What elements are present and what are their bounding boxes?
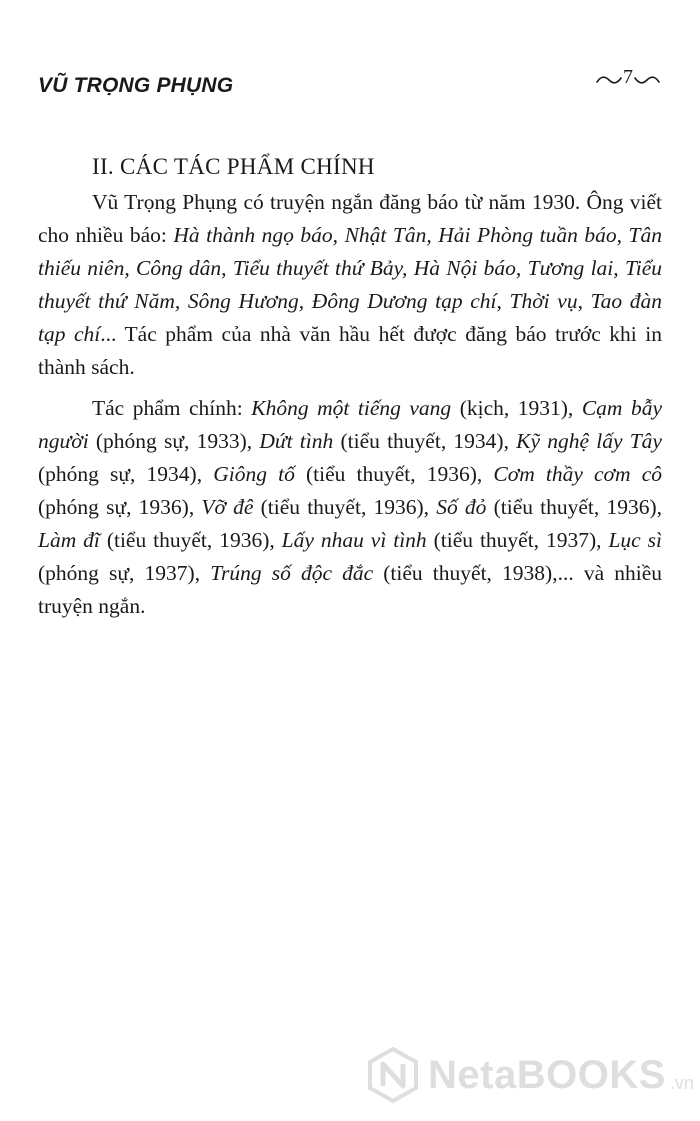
text-run: (tiểu thuyết, 1936),: [253, 495, 437, 519]
italic-title-run: Lục sì: [608, 528, 662, 552]
italic-title-run: Vỡ đê: [201, 495, 254, 519]
italic-title-run: Không một tiếng vang: [251, 396, 452, 420]
italic-title-run: Hà thành ngọ báo, Nhật Tân, Hải Phòng tuần báo, Tân thiếu niên, Công dân, Tiểu thuyết thứ Bảy, Hà Nội báo, Tương lai, Tiểu thuyết thứ Năm, Sông Hương, Đông Dương tạp chí, Thời vụ, Tao đàn tạp chí: [38, 223, 662, 346]
section-heading: II. CÁC TÁC PHẨM CHÍNH: [92, 154, 375, 179]
watermark-tld: .vn: [669, 1072, 694, 1093]
text-run: (phóng sự, 1934),: [38, 462, 214, 486]
paragraph: [38, 186, 662, 384]
running-title: VŨ TRỌNG PHỤNG: [38, 74, 234, 97]
watermark-brand: NetaBOOKS: [428, 1052, 666, 1097]
page-number: 7: [623, 66, 633, 88]
text-run: (phóng sự, 1936),: [38, 495, 202, 519]
italic-title-run: Giông tố: [213, 462, 295, 486]
italic-title-run: Dứt tình: [259, 429, 334, 453]
text-run: (phóng sự, 1933),: [88, 429, 260, 453]
page-number-ornament: [596, 66, 660, 90]
italic-title-run: Cạm bẫy người: [38, 396, 662, 453]
paragraph: [38, 392, 662, 623]
netabooks-logo-icon: [364, 1046, 422, 1104]
italic-title-run: Lấy nhau vì tình: [281, 528, 427, 552]
text-run: Tác phẩm chính:: [92, 396, 252, 420]
text-run: (tiểu thuyết, 1936),: [99, 528, 282, 552]
italic-title-run: Số đỏ: [436, 495, 487, 519]
swash-left-icon: [596, 74, 622, 86]
text-run: (tiểu thuyết, 1938),... và nhiều truyện ngắn.: [38, 561, 662, 618]
text-run: (phóng sự, 1937),: [38, 561, 211, 585]
text-run: ... Tác phẩm của nhà văn hầu hết được đăng báo trước khi in thành sách.: [38, 322, 662, 379]
swash-right-icon: [634, 74, 660, 86]
italic-title-run: Làm đĩ: [38, 528, 100, 552]
text-run: (tiểu thuyết, 1934),: [333, 429, 517, 453]
watermark: [364, 1046, 694, 1104]
text-run: (tiểu thuyết, 1936),: [294, 462, 494, 486]
italic-title-run: Cơm thầy cơm cô: [493, 462, 662, 486]
text-run: Vũ Trọng Phụng có truyện ngắn đăng báo từ năm 1930. Ông viết cho nhiều báo:: [38, 190, 662, 247]
text-run: (kịch, 1931),: [451, 396, 582, 420]
section-body: [38, 150, 662, 623]
text-run: (tiểu thuyết, 1937),: [426, 528, 609, 552]
italic-title-run: Kỹ nghệ lấy Tây: [516, 429, 662, 453]
text-run: (tiểu thuyết, 1936),: [486, 495, 662, 519]
italic-title-run: Trúng số độc đắc: [210, 561, 374, 585]
